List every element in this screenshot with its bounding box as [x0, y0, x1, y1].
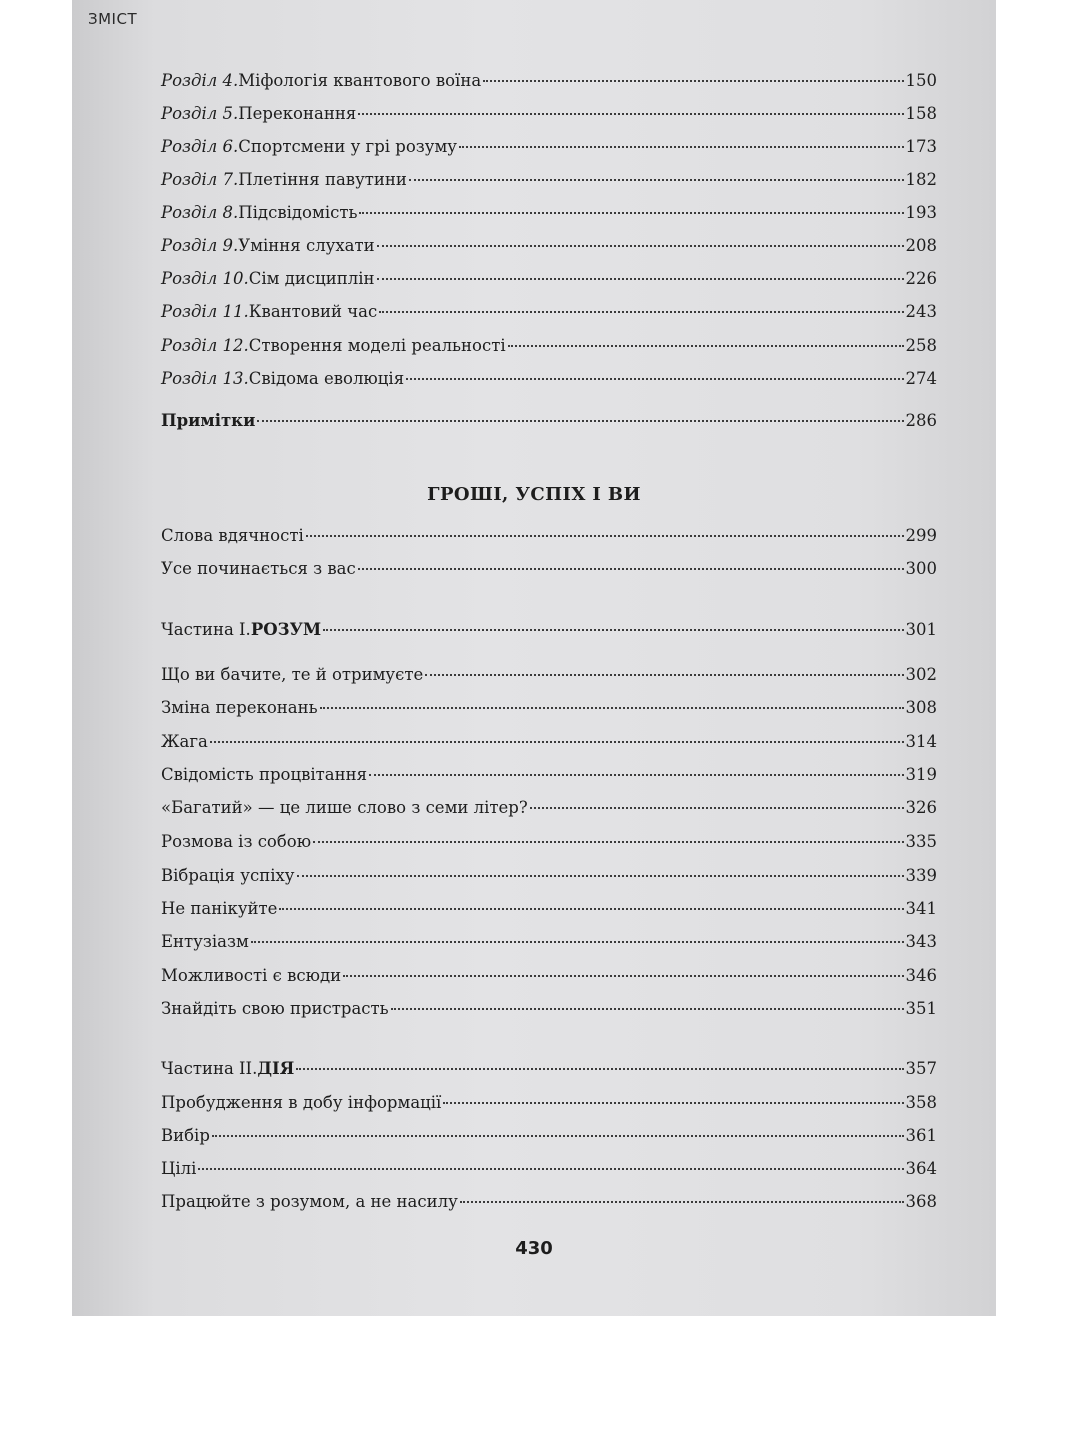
- dot-leader: [212, 1135, 904, 1137]
- entry-page: 364: [905, 1159, 937, 1178]
- chapter-prefix: Розділ 6.: [161, 137, 239, 156]
- entry-page: 208: [905, 236, 937, 255]
- entry-title: Пробудження в добу інформації: [161, 1093, 442, 1112]
- chapter-prefix: Розділ 11.: [161, 302, 249, 321]
- toc-entry: [161, 865, 937, 887]
- entry-title: Свідома еволюція: [248, 369, 405, 388]
- entry-page: 173: [905, 137, 937, 156]
- dot-leader: [251, 941, 904, 943]
- entry-page: 158: [905, 104, 937, 123]
- dot-leader: [320, 707, 904, 709]
- entry-page: 339: [905, 866, 937, 885]
- entry-page: 346: [905, 966, 937, 985]
- dot-leader: [443, 1102, 903, 1104]
- toc-entry-part-1: [161, 619, 937, 641]
- part-prefix: Частина II.: [161, 1059, 258, 1078]
- entry-page: 308: [905, 698, 937, 717]
- entry-page: 351: [905, 999, 937, 1018]
- page-number: 430: [515, 1238, 553, 1259]
- running-head: ЗМІСТ: [88, 10, 138, 28]
- dot-leader: [210, 741, 904, 743]
- toc-entry: [161, 898, 937, 920]
- chapter-prefix: Розділ 13.: [161, 369, 249, 388]
- dot-leader: [391, 1008, 904, 1010]
- entry-title: «Багатий» — це лише слово з семи літер?: [161, 798, 528, 817]
- entry-page: 300: [905, 559, 937, 578]
- entry-title: Слова вдячності: [161, 526, 304, 545]
- toc-entry-chapter-4: [161, 70, 937, 92]
- chapter-prefix: Розділ 8.: [161, 203, 239, 222]
- entry-title: Усе починається з вас: [161, 559, 356, 578]
- toc-entry: [161, 831, 937, 853]
- entry-title: Цілі: [161, 1159, 197, 1178]
- dot-leader: [297, 875, 904, 877]
- toc-entry-chapter-12: [161, 335, 937, 357]
- entry-page: 150: [905, 71, 937, 90]
- entry-page: 319: [905, 765, 937, 784]
- entry-title: Вібрація успіху: [161, 866, 295, 885]
- toc-entry-acknowledgements: [161, 525, 937, 547]
- dot-leader: [377, 245, 904, 247]
- dot-leader: [530, 807, 904, 809]
- entry-title: Жага: [161, 732, 208, 751]
- entry-page: 326: [905, 798, 937, 817]
- entry-title: Створення моделі реальності: [248, 336, 506, 355]
- dot-leader: [379, 311, 903, 313]
- entry-title: Не панікуйте: [161, 899, 278, 918]
- part-prefix: Частина I.: [161, 620, 251, 639]
- toc-entry: [161, 1158, 937, 1180]
- entry-page: 243: [905, 302, 937, 321]
- entry-title: Підсвідомість: [238, 203, 358, 222]
- toc-entry-chapter-5: [161, 103, 937, 125]
- chapter-prefix: Розділ 4.: [161, 71, 239, 90]
- dot-leader: [359, 212, 903, 214]
- chapter-prefix: Розділ 12.: [161, 336, 249, 355]
- toc-entry: [161, 931, 937, 953]
- entry-title: Міфологія квантового воїна: [238, 71, 482, 90]
- toc-entry-notes: [161, 410, 937, 432]
- part-title: ДІЯ: [257, 1059, 295, 1078]
- toc-entry: [161, 697, 937, 719]
- entry-page: 368: [905, 1192, 937, 1211]
- toc-entry-part-2: [161, 1058, 937, 1080]
- entry-title: Можливості є всюди: [161, 966, 342, 985]
- dot-leader: [358, 568, 904, 570]
- entry-title: Уміння слухати: [238, 236, 375, 255]
- entry-title: Ентузіазм: [161, 932, 249, 951]
- dot-leader: [296, 1068, 903, 1070]
- entry-title: Працюйте з розумом, а не насилу: [161, 1192, 458, 1211]
- toc-entry-chapter-13: [161, 368, 937, 390]
- entry-title: Свідомість процвітання: [161, 765, 368, 784]
- part-title: РОЗУМ: [250, 620, 322, 639]
- chapter-prefix: Розділ 7.: [161, 170, 239, 189]
- toc-entry-chapter-8: [161, 202, 937, 224]
- toc-entry: [161, 1092, 937, 1114]
- entry-title: Що ви бачите, те й отримуєте: [161, 665, 424, 684]
- dot-leader: [425, 674, 903, 676]
- toc-entry: [161, 1125, 937, 1147]
- entry-page: 361: [905, 1126, 937, 1145]
- dot-leader: [483, 80, 903, 82]
- entry-page: 358: [905, 1093, 937, 1112]
- toc-entry-chapter-10: [161, 268, 937, 290]
- entry-page: 258: [905, 336, 937, 355]
- entry-title: Примітки: [161, 411, 256, 430]
- entry-title: Вибір: [161, 1126, 210, 1145]
- entry-page: 341: [905, 899, 937, 918]
- dot-leader: [369, 774, 903, 776]
- dot-leader: [343, 975, 903, 977]
- entry-title: Зміна переконань: [161, 698, 318, 717]
- dot-leader: [459, 146, 903, 148]
- dot-leader: [306, 535, 904, 537]
- toc-entry-chapter-9: [161, 235, 937, 257]
- dot-leader: [460, 1201, 904, 1203]
- toc-entry: [161, 965, 937, 987]
- chapter-prefix: Розділ 5.: [161, 104, 239, 123]
- entry-page: 182: [905, 170, 937, 189]
- entry-title: Спортсмени у грі розуму: [238, 137, 458, 156]
- dot-leader: [358, 113, 903, 115]
- entry-page: 335: [905, 832, 937, 851]
- entry-page: 299: [905, 526, 937, 545]
- entry-page: 314: [905, 732, 937, 751]
- entry-page: 226: [905, 269, 937, 288]
- dot-leader: [198, 1168, 903, 1170]
- entry-title: Розмова із собою: [161, 832, 312, 851]
- toc-entry: [161, 797, 937, 819]
- dot-leader: [279, 908, 903, 910]
- entry-page: 357: [905, 1059, 937, 1078]
- entry-title: Квантовий час: [248, 302, 378, 321]
- section-title: ГРОШІ, УСПІХ І ВИ: [427, 484, 641, 505]
- toc-entry: [161, 1191, 937, 1213]
- book-page: [72, 0, 996, 1316]
- entry-title: Переконання: [238, 104, 357, 123]
- toc-entry-chapter-7: [161, 169, 937, 191]
- entry-title: Знайдіть свою пристрасть: [161, 999, 389, 1018]
- entry-page: 301: [905, 620, 937, 639]
- toc-entry: [161, 731, 937, 753]
- dot-leader: [323, 629, 903, 631]
- dot-leader: [377, 278, 904, 280]
- entry-page: 286: [905, 411, 937, 430]
- entry-title: Сім дисциплін: [248, 269, 375, 288]
- entry-page: 193: [905, 203, 937, 222]
- dot-leader: [406, 378, 903, 380]
- toc-entry-chapter-6: [161, 136, 937, 158]
- toc-entry-it-starts-with-you: [161, 558, 937, 580]
- dot-leader: [409, 179, 904, 181]
- dot-leader: [508, 345, 904, 347]
- toc-entry: [161, 998, 937, 1020]
- toc-entry: [161, 664, 937, 686]
- entry-page: 274: [905, 369, 937, 388]
- dot-leader: [313, 841, 903, 843]
- entry-page: 302: [905, 665, 937, 684]
- chapter-prefix: Розділ 10.: [161, 269, 249, 288]
- entry-page: 343: [905, 932, 937, 951]
- dot-leader: [257, 420, 903, 422]
- entry-title: Плетіння павутини: [238, 170, 407, 189]
- toc-entry-chapter-11: [161, 301, 937, 323]
- chapter-prefix: Розділ 9.: [161, 236, 239, 255]
- toc-entry: [161, 764, 937, 786]
